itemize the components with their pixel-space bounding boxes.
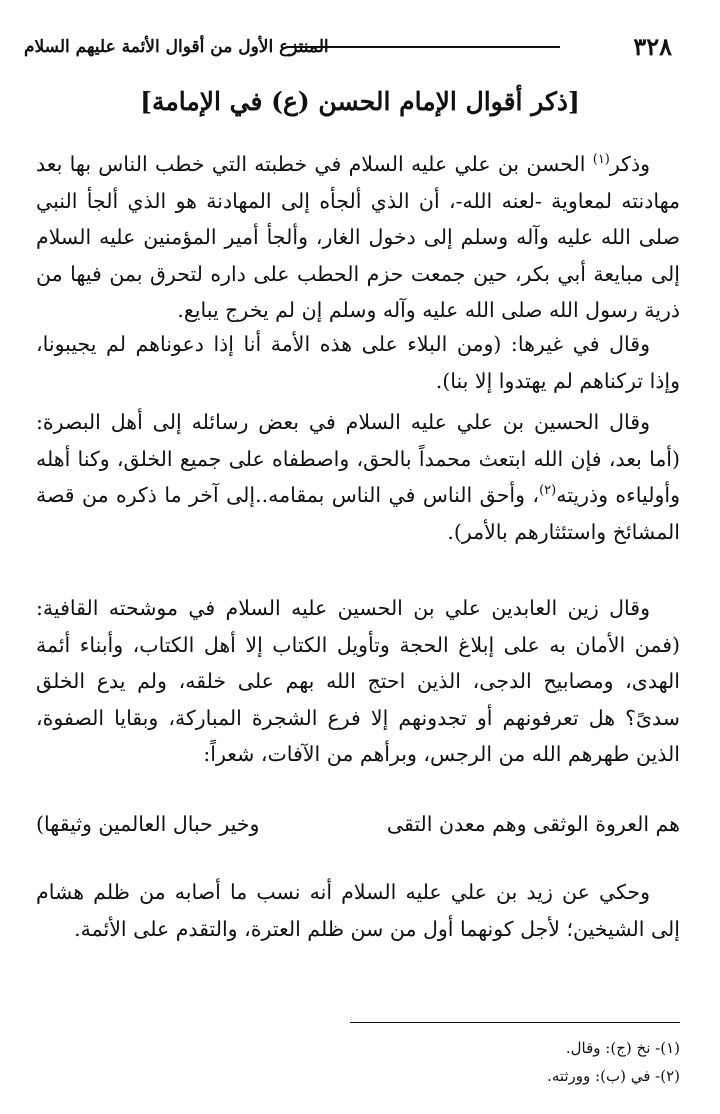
verse-line xyxy=(36,806,680,842)
body-text xyxy=(36,146,680,947)
paragraph-4: وقال زين العابدين علي بن الحسين عليه السلام في موشحته القافية: (فمن الأمان به على إبلاغ الحجة وتأويل الكتاب إلا أهل الكتاب، وأبناء أئمة الهدى، ومصابيح الدجى، الذين احتج الله بهم على خلقه، ولم يدع الخلق سدىً؟ هل تعرفونهم أو تجدونهم إلا فرع الشجرة المباركة، وبقايا الصفوة، الذين طهرهم الله من الرجس، وبرأهم من الآفات، شعراً: xyxy=(36,596,680,767)
footnote-rule xyxy=(350,1022,680,1023)
page-number: ٣٢٨ xyxy=(633,32,672,61)
footnotes xyxy=(200,1034,680,1090)
page-header xyxy=(24,32,672,62)
footnote-1: (١)- نخ (ج): وقال. xyxy=(565,1039,680,1057)
paragraph-1-text: الحسن بن علي عليه السلام في خطبته التي خطب الناس بها بعد مهادنته لمعاوية -لعنه الله-، أن الذي ألجأه إلى المهادنة هو الذي ألجأ النبي صلى الله عليه وآله وسلم إلى دخول الغار، وألجأ أمير المؤمنين عليه السلام إلى مبايعة أبي بكر، حين جمعت حزم الحطب على داره لتحرق بمن فيها من ذرية رسول الله صلى الله عليه وآله وسلم إن لم يخرج يبايع. xyxy=(36,152,680,323)
paragraph-3-text-a: وقال الحسين بن علي عليه السلام في بعض رسائله إلى أهل البصرة: (أما بعد، فإن الله ابتعث محمداً بالحق، واصطفاه على جميع الخلق، وكنا أهله وأولياءه وذريته xyxy=(36,410,680,508)
verse-first-hemistich: هم العروة الوثقى وهم معدن التقى xyxy=(386,812,680,836)
paragraph-2: وقال في غيرها: (ومن البلاء على هذه الأمة أنا إذا دعوناهم لم يجيبونا، وإذا تركناهم لم يهتدوا إلا بنا). xyxy=(36,332,680,393)
verse-second-hemistich: وخير حبال العالمين وثيقها) xyxy=(36,812,260,836)
footnote-ref-2[interactable]: (٢) xyxy=(539,483,557,499)
paragraph-3-text-b: ، وأحق الناس في الناس بمقامه..إلى آخر ما ذكره من قصة المشائخ واستئثارهم بالأمر). xyxy=(36,483,680,544)
paragraph-1-lead: وذكر xyxy=(609,152,650,176)
paragraph-5: وحكي عن زيد بن علي عليه السلام أنه نسب ما أصابه من ظلم هشام إلى الشيخين؛ لأجل كونهما أول من سن ظلم العترة، والتقدم على الأئمة. xyxy=(36,880,680,941)
running-title: المنتزع الأول من أقوال الأئمة عليهم السلام xyxy=(24,37,329,57)
paragraph-3 xyxy=(36,404,680,590)
footnote-ref-1[interactable]: (١) xyxy=(592,152,610,168)
footnote-2: (٢)- في (ب): وورثته. xyxy=(547,1067,680,1085)
paragraph-1 xyxy=(36,146,680,326)
section-heading: [ذكر أقوال الإمام الحسن (ع) في الإمامة] xyxy=(140,87,580,116)
